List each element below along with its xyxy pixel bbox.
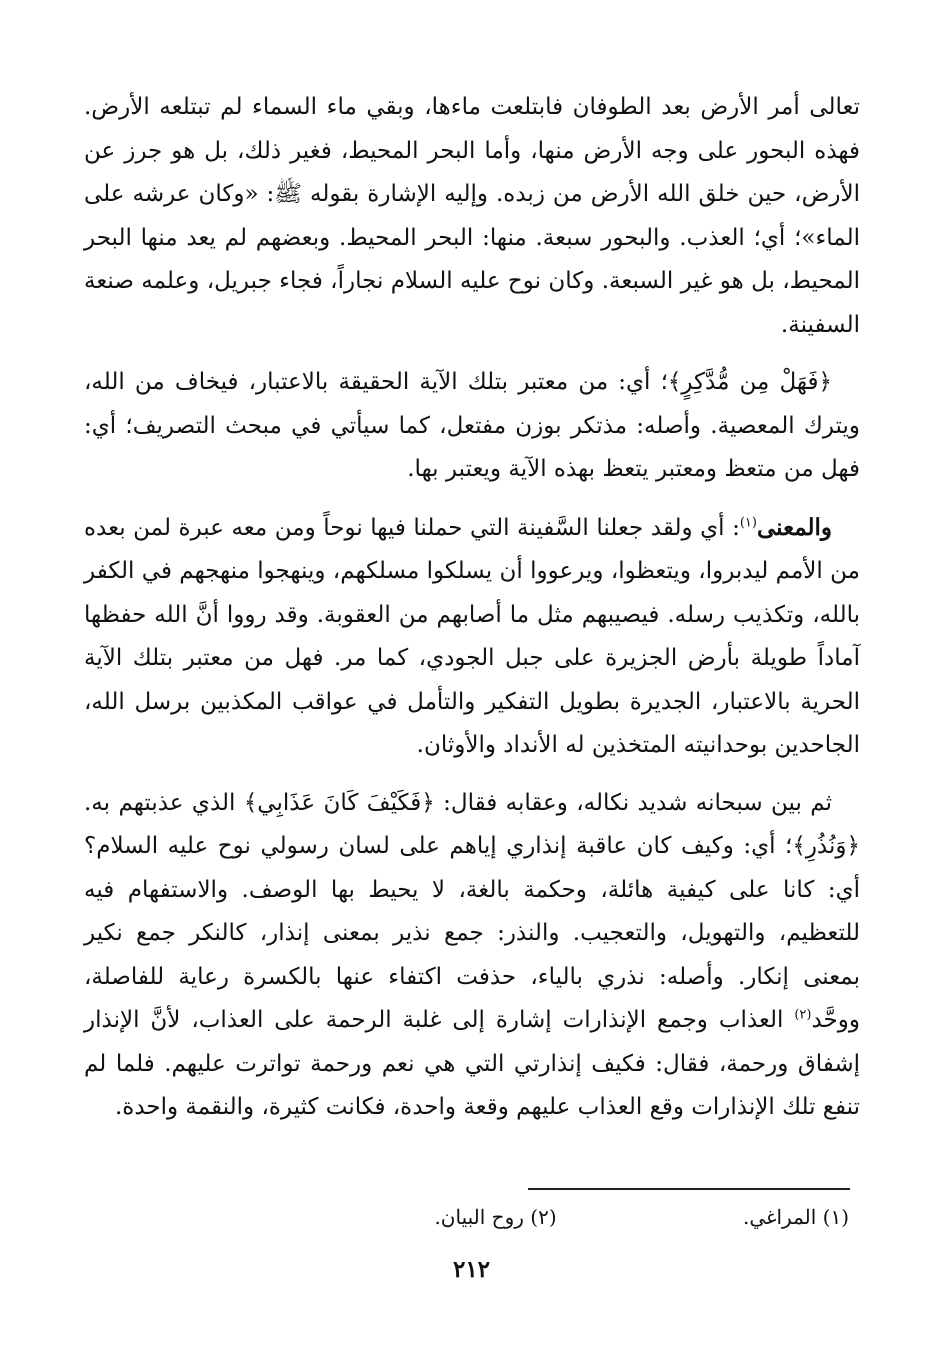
footnote-divider	[528, 1188, 850, 1190]
paragraph-1: تعالى أمر الأرض بعد الطوفان فابتلعت ماءها، وبقي ماء السماء لم تبتلعه الأرض. فهذه البحور على وجه الأرض منها، وأما البحر المحيط، فغير ذلك، بل هو جرز عن الأرض، حين خلق الله الأرض من زبده. وإليه الإشارة بقوله ﷺ: «وكان عرشه على الماء»؛ أي؛ العذب. والبحور سبعة. منها: البحر المحيط. وبعضهم لم يعد منها البحر المحيط، بل هو غير السبعة. وكان نوح عليه السلام نجاراً، فجاء جبريل، وعلمه صنعة السفينة.	[84, 94, 860, 338]
footnote-1: (١) المراغي.	[742, 1205, 849, 1229]
paragraph-4-text-b: العذاب وجمع الإنذارات إشارة إلى غلبة الرحمة على العذاب، لأنَّ الإنذار إشفاق ورحمة، فقال: فكيف إنذارتي التي هي نعم ورحمة تواترت عليهم. فلما لم تنفع تلك الإنذارات وقع العذاب عليهم وقعة واحدة، فكانت كثيرة، والنقمة واحدة.	[84, 1007, 860, 1120]
paragraph-3-text: : أي ولقد جعلنا السَّفينة التي حملنا فيها نوحاً ومن معه عبرة لمن بعده من الأمم ليدبروا، ويتعظوا، ويرعووا أن يسلكوا مسلكهم، وينهجوا منهجهم في الكفر بالله، وتكذيب رسله. فيصيبهم مثل ما أصابهم من العقوبة. وقد رووا أنَّ الله حفظها آماداً طويلة بأرض الجزيرة على جبل الجودي، كما مر. فهل من معتبر بتلك الآية الحرية بالاعتبار، الجديرة بطويل التفكير والتأمل في عواقب المكذبين برسل الله، الجاحدين بوحدانيته المتخذين له الأنداد والأوثان.	[84, 514, 860, 758]
paragraph-4-text-a: ثم بين سبحانه شديد نكاله، وعقابه فقال: ﴿فَكَيْفَ كَانَ عَذَابِي﴾ الذي عذبتهم به. ﴿وَنُذُرِ﴾؛ أي: وكيف كان عاقبة إنذاري إياهم على لسان رسولي نوح عليه السلام؟ أي: كانا على كيفية هائلة، وحكمة بالغة، لا يحيط بها الوصف. والاستفهام فيه للتعظيم، والتهويل، والتعجيب. والنذر: جمع نذير بمعنى إنذار، كالنكر جمع نكير بمعنى إنكار. وأصله: نذري بالياء، حذفت اكتفاء عنها بالكسرة رعاية للفاصلة، ووحَّد	[84, 789, 861, 1033]
footnote-ref-2: (٢)	[794, 1007, 812, 1023]
footnote-ref-1: (١)	[739, 514, 757, 530]
paragraph-3-lead: والمعنى	[756, 513, 832, 541]
paragraph-3	[84, 506, 860, 768]
page-number: ٢١٢	[452, 1256, 491, 1283]
paragraph-2: ﴿فَهَلْ مِن مُّدَّكِرٍ﴾؛ أي: من معتبر بتلك الآية الحقيقة بالاعتبار، فيخاف من الله، ويترك المعصية. وأصله: مذتكر بوزن مفتعل، كما سيأتي في مبحث التصريف؛ أي: فهل من متعظ ومعتبر يتعظ بهذه الآية ويعتبر بها.	[84, 369, 860, 482]
footnotes	[149, 1202, 849, 1232]
paragraph-4	[84, 782, 860, 1130]
page-body	[84, 86, 860, 1130]
footnote-2: (٢) روح البيان.	[434, 1205, 557, 1229]
